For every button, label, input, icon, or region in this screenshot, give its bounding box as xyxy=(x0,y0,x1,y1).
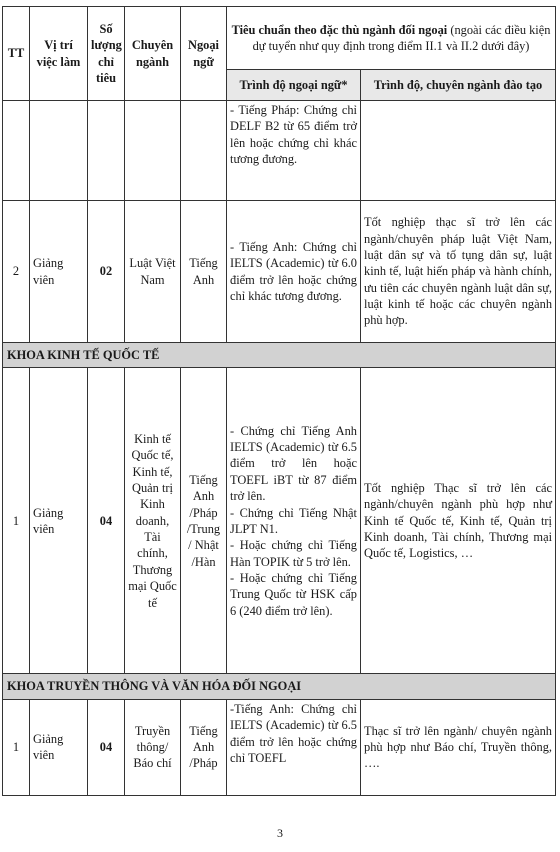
language-line: /Trung xyxy=(186,521,221,536)
table-row xyxy=(3,699,556,795)
table-row xyxy=(3,368,556,674)
cell-quota: 04 xyxy=(88,368,125,674)
cell-tt: 1 xyxy=(3,699,30,795)
cell-position: Giảng viên xyxy=(30,699,88,795)
header-criteria-note: (ngoài các điều kiện dự tuyển như quy định trong điểm II.1 và II.2 dưới đây) xyxy=(252,22,551,53)
cell-training xyxy=(361,101,556,201)
cell-major: Truyền thông/ Báo chí xyxy=(125,699,181,795)
cell-language xyxy=(181,699,227,795)
language-line: /Pháp xyxy=(189,505,218,520)
language-line: /Hàn xyxy=(191,554,216,569)
header-training: Trình độ, chuyên ngành đào tạo xyxy=(361,70,556,101)
table-row xyxy=(3,201,556,343)
language-line: / Nhật xyxy=(188,538,219,553)
section-title-economics: KHOA KINH TẾ QUỐC TẾ xyxy=(3,343,556,368)
cell-quota: 04 xyxy=(88,699,125,795)
cell-language xyxy=(181,368,227,674)
cell-training: Tốt nghiệp thạc sĩ trở lên các ngành/chuyên pháp luật Việt Nam, luật dân sự và tố tụng dân sự, luật kinh tế, luật hiến pháp và hành chính, ưu tiên các chuyên ngành luật dân sự, luật kinh tế hoặc các chuyên ngành phù hợp. xyxy=(361,201,556,343)
header-language-level: Trình độ ngoại ngữ* xyxy=(227,70,361,101)
cell-quota xyxy=(88,101,125,201)
section-title-communication: KHOA TRUYỀN THÔNG VÀ VĂN HÓA ĐỐI NGOẠI xyxy=(3,674,556,699)
cell-language: Tiếng Anh xyxy=(181,201,227,343)
language-line: Tiếng xyxy=(189,723,218,738)
header-tt: TT xyxy=(3,7,30,101)
cell-language-requirement: - Tiếng Anh: Chứng chỉ IELTS (Academic) từ 6.0 điểm trở lên hoặc chứng chỉ khác tương đương. xyxy=(227,201,361,343)
header-quota: Số lượng chỉ tiêu xyxy=(88,7,125,101)
header-language: Ngoại ngữ xyxy=(181,7,227,101)
language-line: Tiếng xyxy=(189,472,218,487)
language-line: Anh xyxy=(192,740,215,755)
cell-training: Thạc sĩ trở lên ngành/ chuyên ngành phù hợp như Báo chí, Truyền thông, …. xyxy=(361,699,556,795)
requirement-item: - Hoặc chứng chỉ Tiếng Hàn TOPIK từ 5 trở lên. xyxy=(230,538,357,569)
cell-major xyxy=(125,101,181,201)
language-line: Anh xyxy=(192,489,215,504)
recruitment-table xyxy=(2,6,556,796)
cell-position: Giảng viên xyxy=(30,201,88,343)
requirement-item: - Chứng chỉ Tiếng Nhật JLPT N1. xyxy=(230,505,357,536)
requirement-item: -Tiếng Anh: Chứng chỉ IELTS (Academic) từ 6.5 điểm trở lên hoặc chứng chỉ TOEFL xyxy=(230,701,357,765)
requirement-item: - Chứng chỉ Tiếng Anh IELTS (Academic) từ 6.5 điểm trở lên hoặc TOEFL iBT từ 87 điểm trở lên. xyxy=(230,423,357,504)
cell-position: Giảng viên xyxy=(30,368,88,674)
section-header-row xyxy=(3,343,556,368)
table-row xyxy=(3,101,556,201)
cell-language-requirement xyxy=(227,368,361,674)
section-header-row xyxy=(3,674,556,699)
header-criteria xyxy=(227,7,556,70)
cell-language-requirement xyxy=(227,699,361,795)
cell-position xyxy=(30,101,88,201)
cell-quota: 02 xyxy=(88,201,125,343)
cell-language xyxy=(181,101,227,201)
cell-tt: 2 xyxy=(3,201,30,343)
header-position: Vị trí việc làm xyxy=(30,7,88,101)
cell-tt xyxy=(3,101,30,201)
cell-major: Kinh tế Quốc tế, Kinh tế, Quản trị Kinh doanh, Tài chính, Thương mại Quốc tế xyxy=(125,368,181,674)
cell-tt: 1 xyxy=(3,368,30,674)
cell-major: Luật Việt Nam xyxy=(125,201,181,343)
language-line: /Pháp xyxy=(189,756,218,771)
cell-training: Tốt nghiệp Thạc sĩ trở lên các ngành/chuyên ngành phù hợp như Kinh tế Quốc tế, Kinh tế, Quản trị Kinh doanh, Tài chính, Thương mại Quốc tế, Logistics, … xyxy=(361,368,556,674)
page-number: 3 xyxy=(277,826,283,840)
table-header-row xyxy=(3,7,556,70)
header-major: Chuyên ngành xyxy=(125,7,181,101)
cell-language-requirement: - Tiếng Pháp: Chứng chỉ DELF B2 từ 65 điểm trở lên hoặc chứng chỉ khác tương đương. xyxy=(227,101,361,201)
requirement-item: - Hoặc chứng chỉ Tiếng Trung Quốc từ HSK cấp 6 (240 điểm trở lên). xyxy=(230,571,357,618)
header-criteria-title: Tiêu chuẩn theo đặc thù ngành đối ngoại xyxy=(231,22,448,37)
